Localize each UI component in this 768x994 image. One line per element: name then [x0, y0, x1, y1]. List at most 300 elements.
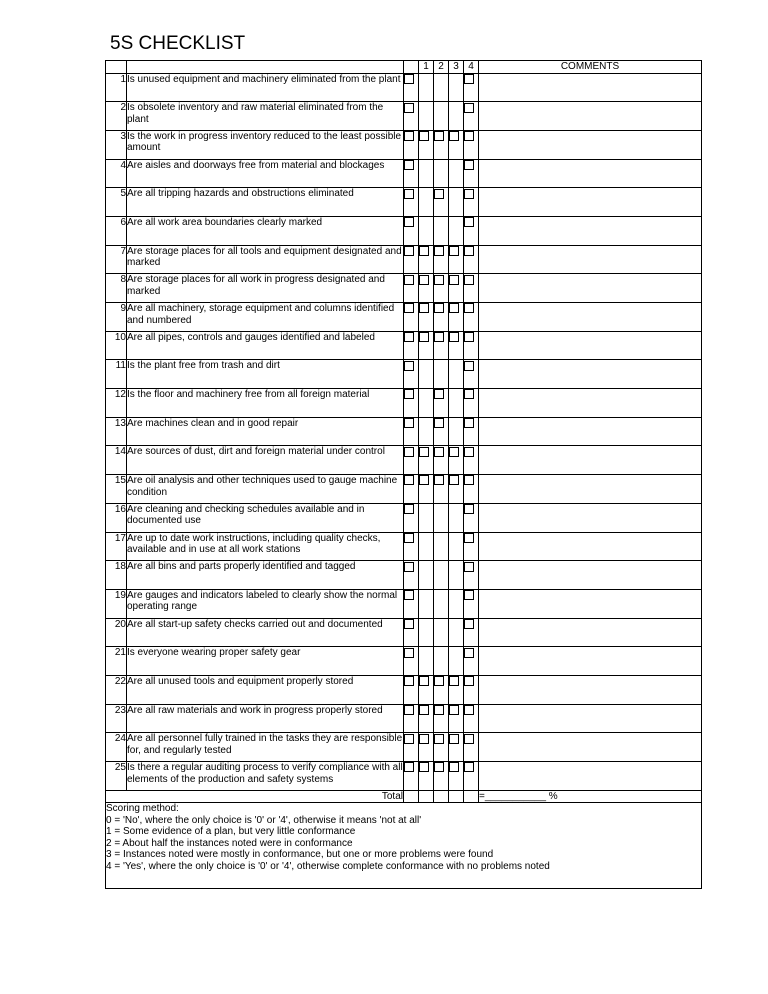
- checklist-row: [106, 446, 702, 475]
- item-number: 25: [106, 762, 127, 791]
- score-cell-0: [404, 188, 419, 217]
- checkbox-score-4[interactable]: [464, 590, 474, 600]
- header-num-cell: [106, 61, 127, 74]
- checklist-row: [106, 389, 702, 418]
- item-number: 21: [106, 647, 127, 676]
- checkbox-score-0[interactable]: [404, 246, 414, 256]
- checkbox-score-4[interactable]: [464, 160, 474, 170]
- checkbox-score-4[interactable]: [464, 619, 474, 629]
- score-cell-3: [449, 331, 464, 360]
- score-cell-3: [449, 245, 464, 274]
- score-cell-1: [419, 73, 434, 102]
- score-cell-1: [419, 733, 434, 762]
- checkbox-score-4[interactable]: [464, 275, 474, 285]
- score-cell-3: [449, 618, 464, 647]
- checkbox-score-4[interactable]: [464, 389, 474, 399]
- checkbox-score-2[interactable]: [434, 705, 444, 715]
- item-question: Are storage places for all tools and equipment designated and marked: [127, 245, 404, 274]
- checkbox-score-1[interactable]: [419, 246, 429, 256]
- comments-cell[interactable]: [479, 73, 702, 102]
- checkbox-score-2[interactable]: [434, 762, 444, 772]
- total-score-cell[interactable]: [404, 790, 419, 803]
- item-number: 18: [106, 561, 127, 590]
- score-cell-1: [419, 389, 434, 418]
- comments-cell[interactable]: [479, 675, 702, 704]
- checklist-row: [106, 188, 702, 217]
- score-cell-2: [434, 331, 449, 360]
- checkbox-score-4[interactable]: [464, 504, 474, 514]
- score-cell-2: [434, 446, 449, 475]
- score-cell-0: [404, 647, 419, 676]
- score-cell-4: [464, 303, 479, 332]
- checkbox-score-0[interactable]: [404, 160, 414, 170]
- item-question: Are all pipes, controls and gauges identified and labeled: [127, 331, 404, 360]
- score-cell-0: [404, 102, 419, 131]
- score-cell-2: [434, 73, 449, 102]
- score-cell-2: [434, 589, 449, 618]
- score-cell-0: [404, 417, 419, 446]
- checkbox-score-0[interactable]: [404, 103, 414, 113]
- score-cell-0: [404, 733, 419, 762]
- score-cell-0: [404, 475, 419, 504]
- checklist-row: [106, 159, 702, 188]
- scoring-line: 3 = Instances noted were mostly in conformance, but one or more problems were found: [106, 849, 494, 861]
- header-zero-cell: [404, 61, 419, 74]
- checkbox-score-0[interactable]: [404, 389, 414, 399]
- scoring-method: [106, 803, 702, 889]
- checkbox-score-3[interactable]: [449, 246, 459, 256]
- checkbox-score-1[interactable]: [419, 447, 429, 457]
- comments-cell[interactable]: [479, 532, 702, 561]
- score-cell-4: [464, 331, 479, 360]
- checkbox-score-3[interactable]: [449, 762, 459, 772]
- item-number: 24: [106, 733, 127, 762]
- score-cell-3: [449, 360, 464, 389]
- checkbox-score-3[interactable]: [449, 275, 459, 285]
- score-cell-4: [464, 589, 479, 618]
- scoring-line: 1 = Some evidence of a plan, but very little conformance: [106, 826, 356, 838]
- total-score-cell[interactable]: [434, 790, 449, 803]
- comments-cell[interactable]: [479, 188, 702, 217]
- score-cell-3: [449, 130, 464, 159]
- header-row: [106, 61, 702, 74]
- item-question: Are gauges and indicators labeled to clearly show the normal operating range: [127, 589, 404, 618]
- checkbox-score-0[interactable]: [404, 361, 414, 371]
- score-cell-2: [434, 733, 449, 762]
- checkbox-score-3[interactable]: [449, 131, 459, 141]
- checkbox-score-0[interactable]: [404, 619, 414, 629]
- checkbox-score-1[interactable]: [419, 303, 429, 313]
- checkbox-score-1[interactable]: [419, 705, 429, 715]
- score-cell-1: [419, 417, 434, 446]
- checkbox-score-3[interactable]: [449, 447, 459, 457]
- checkbox-score-4[interactable]: [464, 361, 474, 371]
- score-cell-4: [464, 733, 479, 762]
- item-number: 14: [106, 446, 127, 475]
- checklist-row: [106, 360, 702, 389]
- item-number: 22: [106, 675, 127, 704]
- score-cell-4: [464, 389, 479, 418]
- scoring-line: 0 = 'No', where the only choice is '0' or '4', otherwise it means 'not at all': [106, 814, 422, 826]
- checkbox-score-0[interactable]: [404, 562, 414, 572]
- score-cell-1: [419, 216, 434, 245]
- score-cell-2: [434, 159, 449, 188]
- comments-cell[interactable]: [479, 446, 702, 475]
- score-cell-4: [464, 73, 479, 102]
- score-cell-4: [464, 647, 479, 676]
- item-question: Are storage places for all work in progress designated and marked: [127, 274, 404, 303]
- score-cell-4: [464, 503, 479, 532]
- score-cell-4: [464, 130, 479, 159]
- score-cell-2: [434, 102, 449, 131]
- score-cell-4: [464, 675, 479, 704]
- comments-cell[interactable]: [479, 245, 702, 274]
- score-cell-1: [419, 159, 434, 188]
- score-cell-4: [464, 561, 479, 590]
- score-cell-0: [404, 589, 419, 618]
- page-title: 5S CHECKLIST: [110, 33, 246, 54]
- checkbox-score-2[interactable]: [434, 418, 444, 428]
- comments-cell[interactable]: [479, 589, 702, 618]
- checkbox-score-2[interactable]: [434, 389, 444, 399]
- score-cell-4: [464, 216, 479, 245]
- checkbox-score-0[interactable]: [404, 734, 414, 744]
- score-cell-3: [449, 274, 464, 303]
- checkbox-score-4[interactable]: [464, 676, 474, 686]
- score-cell-3: [449, 675, 464, 704]
- checkbox-score-3[interactable]: [449, 705, 459, 715]
- checklist-row: [106, 274, 702, 303]
- score-cell-3: [449, 446, 464, 475]
- score-cell-2: [434, 532, 449, 561]
- score-cell-4: [464, 532, 479, 561]
- score-cell-1: [419, 503, 434, 532]
- item-number: 12: [106, 389, 127, 418]
- checklist-row: [106, 675, 702, 704]
- checkbox-score-0[interactable]: [404, 74, 414, 84]
- comments-cell[interactable]: [479, 159, 702, 188]
- checklist-row: [106, 417, 702, 446]
- total-score-cell[interactable]: [449, 790, 464, 803]
- checkbox-score-0[interactable]: [404, 533, 414, 543]
- item-question: Are machines clean and in good repair: [127, 417, 404, 446]
- checkbox-score-4[interactable]: [464, 475, 474, 485]
- score-cell-3: [449, 102, 464, 131]
- header-col-2: 2: [434, 61, 449, 74]
- item-question: Are up to date work instructions, including quality checks, available and in use at all work stations: [127, 532, 404, 561]
- checkbox-score-4[interactable]: [464, 303, 474, 313]
- score-cell-1: [419, 475, 434, 504]
- item-question: Is everyone wearing proper safety gear: [127, 647, 404, 676]
- score-cell-3: [449, 647, 464, 676]
- score-cell-0: [404, 762, 419, 791]
- score-cell-2: [434, 417, 449, 446]
- checklist-row: [106, 102, 702, 131]
- checklist-row: [106, 647, 702, 676]
- comments-cell[interactable]: [479, 274, 702, 303]
- comments-cell[interactable]: [479, 561, 702, 590]
- checkbox-score-0[interactable]: [404, 762, 414, 772]
- score-cell-4: [464, 704, 479, 733]
- score-cell-2: [434, 360, 449, 389]
- checkbox-score-0[interactable]: [404, 275, 414, 285]
- checkbox-score-4[interactable]: [464, 533, 474, 543]
- checkbox-score-4[interactable]: [464, 447, 474, 457]
- score-cell-0: [404, 360, 419, 389]
- item-number: 8: [106, 274, 127, 303]
- score-cell-0: [404, 618, 419, 647]
- checkbox-score-0[interactable]: [404, 475, 414, 485]
- checklist-row: [106, 618, 702, 647]
- checkbox-score-4[interactable]: [464, 734, 474, 744]
- score-cell-1: [419, 130, 434, 159]
- checkbox-score-2[interactable]: [434, 275, 444, 285]
- item-number: 2: [106, 102, 127, 131]
- score-cell-4: [464, 475, 479, 504]
- checklist-row: [106, 589, 702, 618]
- checkbox-score-2[interactable]: [434, 475, 444, 485]
- score-cell-1: [419, 647, 434, 676]
- score-cell-2: [434, 475, 449, 504]
- score-cell-0: [404, 532, 419, 561]
- score-cell-0: [404, 274, 419, 303]
- checklist-row: [106, 216, 702, 245]
- comments-cell[interactable]: [479, 704, 702, 733]
- item-question: Is the floor and machinery free from all foreign material: [127, 389, 404, 418]
- score-cell-3: [449, 589, 464, 618]
- checkbox-score-1[interactable]: [419, 332, 429, 342]
- checklist-row: [106, 303, 702, 332]
- checkbox-score-4[interactable]: [464, 762, 474, 772]
- checkbox-score-1[interactable]: [419, 676, 429, 686]
- checklist-row: [106, 130, 702, 159]
- checkbox-score-2[interactable]: [434, 246, 444, 256]
- score-cell-2: [434, 704, 449, 733]
- checkbox-score-4[interactable]: [464, 103, 474, 113]
- checkbox-score-4[interactable]: [464, 131, 474, 141]
- comments-cell[interactable]: [479, 503, 702, 532]
- item-question: Are all start-up safety checks carried out and documented: [127, 618, 404, 647]
- checkbox-score-0[interactable]: [404, 332, 414, 342]
- checklist-row: [106, 532, 702, 561]
- item-question: Are cleaning and checking schedules available and in documented use: [127, 503, 404, 532]
- comments-cell[interactable]: [479, 102, 702, 131]
- score-cell-3: [449, 532, 464, 561]
- score-cell-1: [419, 532, 434, 561]
- checkbox-score-4[interactable]: [464, 705, 474, 715]
- score-cell-2: [434, 618, 449, 647]
- header-col-1: 1: [419, 61, 434, 74]
- checkbox-score-4[interactable]: [464, 246, 474, 256]
- item-number: 16: [106, 503, 127, 532]
- score-cell-0: [404, 245, 419, 274]
- checkbox-score-3[interactable]: [449, 676, 459, 686]
- item-number: 4: [106, 159, 127, 188]
- score-cell-3: [449, 503, 464, 532]
- score-cell-2: [434, 216, 449, 245]
- score-cell-2: [434, 188, 449, 217]
- checkbox-score-1[interactable]: [419, 475, 429, 485]
- checkbox-score-0[interactable]: [404, 676, 414, 686]
- checkbox-score-3[interactable]: [449, 332, 459, 342]
- item-question: Are all machinery, storage equipment and columns identified and numbered: [127, 303, 404, 332]
- score-cell-1: [419, 303, 434, 332]
- checklist-row: [106, 762, 702, 791]
- item-number: 15: [106, 475, 127, 504]
- checkbox-score-0[interactable]: [404, 705, 414, 715]
- scoring-title: Scoring method:: [106, 803, 179, 815]
- checkbox-score-2[interactable]: [434, 189, 444, 199]
- comments-cell[interactable]: [479, 417, 702, 446]
- score-cell-2: [434, 303, 449, 332]
- checkbox-score-4[interactable]: [464, 74, 474, 84]
- score-cell-4: [464, 159, 479, 188]
- checklist-table: [105, 60, 702, 889]
- score-cell-3: [449, 762, 464, 791]
- item-question: Are oil analysis and other techniques used to gauge machine condition: [127, 475, 404, 504]
- checkbox-score-0[interactable]: [404, 447, 414, 457]
- checkbox-score-0[interactable]: [404, 648, 414, 658]
- checkbox-score-0[interactable]: [404, 590, 414, 600]
- score-cell-3: [449, 417, 464, 446]
- scoring-line: 4 = 'Yes', where the only choice is '0' or '4', otherwise complete conformance with no problems noted: [106, 860, 550, 872]
- score-cell-3: [449, 216, 464, 245]
- score-cell-4: [464, 274, 479, 303]
- item-number: 1: [106, 73, 127, 102]
- comments-cell[interactable]: [479, 389, 702, 418]
- score-cell-4: [464, 360, 479, 389]
- item-question: Are all personnel fully trained in the tasks they are responsible for, and regularly tested: [127, 733, 404, 762]
- score-cell-4: [464, 762, 479, 791]
- checkbox-score-3[interactable]: [449, 734, 459, 744]
- checklist-row: [106, 331, 702, 360]
- header-comments: COMMENTS: [479, 61, 702, 74]
- checkbox-score-2[interactable]: [434, 676, 444, 686]
- comments-cell[interactable]: [479, 733, 702, 762]
- total-score-cell[interactable]: [464, 790, 479, 803]
- total-label: Total: [106, 790, 404, 803]
- score-cell-1: [419, 188, 434, 217]
- score-cell-3: [449, 733, 464, 762]
- score-cell-2: [434, 130, 449, 159]
- score-cell-1: [419, 675, 434, 704]
- checkbox-score-2[interactable]: [434, 734, 444, 744]
- score-cell-2: [434, 675, 449, 704]
- comments-cell[interactable]: [479, 618, 702, 647]
- comments-cell[interactable]: [479, 130, 702, 159]
- item-number: 20: [106, 618, 127, 647]
- checkbox-score-0[interactable]: [404, 418, 414, 428]
- score-cell-2: [434, 561, 449, 590]
- checkbox-score-0[interactable]: [404, 131, 414, 141]
- item-question: Are all raw materials and work in progress properly stored: [127, 704, 404, 733]
- comments-cell[interactable]: [479, 647, 702, 676]
- score-cell-0: [404, 675, 419, 704]
- checkbox-score-4[interactable]: [464, 418, 474, 428]
- item-number: 11: [106, 360, 127, 389]
- item-question: Are sources of dust, dirt and foreign material under control: [127, 446, 404, 475]
- item-number: 19: [106, 589, 127, 618]
- checkbox-score-4[interactable]: [464, 562, 474, 572]
- item-question: Are aisles and doorways free from material and blockages: [127, 159, 404, 188]
- score-cell-1: [419, 446, 434, 475]
- checkbox-score-1[interactable]: [419, 275, 429, 285]
- checkbox-score-3[interactable]: [449, 303, 459, 313]
- score-cell-2: [434, 274, 449, 303]
- score-cell-3: [449, 704, 464, 733]
- comments-cell[interactable]: [479, 762, 702, 791]
- comments-cell[interactable]: [479, 475, 702, 504]
- score-cell-2: [434, 389, 449, 418]
- checkbox-score-0[interactable]: [404, 303, 414, 313]
- score-cell-4: [464, 188, 479, 217]
- item-question: Is unused equipment and machinery eliminated from the plant: [127, 73, 404, 102]
- checkbox-score-0[interactable]: [404, 504, 414, 514]
- score-cell-1: [419, 360, 434, 389]
- item-number: 9: [106, 303, 127, 332]
- checkbox-score-0[interactable]: [404, 217, 414, 227]
- checklist-row: [106, 475, 702, 504]
- score-cell-0: [404, 130, 419, 159]
- score-cell-0: [404, 503, 419, 532]
- item-question: Is the work in progress inventory reduced to the least possible amount: [127, 130, 404, 159]
- checkbox-score-0[interactable]: [404, 189, 414, 199]
- score-cell-0: [404, 704, 419, 733]
- score-cell-0: [404, 159, 419, 188]
- score-cell-3: [449, 159, 464, 188]
- checkbox-score-4[interactable]: [464, 217, 474, 227]
- comments-cell[interactable]: [479, 360, 702, 389]
- checkbox-score-4[interactable]: [464, 648, 474, 658]
- scoring-line: 2 = About half the instances noted were in conformance: [106, 837, 353, 849]
- checkbox-score-1[interactable]: [419, 734, 429, 744]
- score-cell-1: [419, 331, 434, 360]
- score-cell-2: [434, 245, 449, 274]
- item-number: 7: [106, 245, 127, 274]
- score-cell-1: [419, 245, 434, 274]
- total-row: [106, 790, 702, 803]
- total-percent[interactable]: =___________ %: [479, 790, 702, 803]
- checkbox-score-2[interactable]: [434, 332, 444, 342]
- checkbox-score-3[interactable]: [449, 475, 459, 485]
- score-cell-4: [464, 245, 479, 274]
- checklist-row: [106, 73, 702, 102]
- score-cell-3: [449, 188, 464, 217]
- total-score-cell[interactable]: [419, 790, 434, 803]
- item-number: 3: [106, 130, 127, 159]
- score-cell-0: [404, 303, 419, 332]
- comments-cell[interactable]: [479, 331, 702, 360]
- checkbox-score-2[interactable]: [434, 131, 444, 141]
- score-cell-3: [449, 73, 464, 102]
- score-cell-0: [404, 73, 419, 102]
- score-cell-3: [449, 389, 464, 418]
- scoring-row: [106, 803, 702, 889]
- comments-cell[interactable]: [479, 303, 702, 332]
- checkbox-score-4[interactable]: [464, 189, 474, 199]
- checklist-row: [106, 704, 702, 733]
- checkbox-score-2[interactable]: [434, 303, 444, 313]
- score-cell-3: [449, 303, 464, 332]
- item-question: Is the plant free from trash and dirt: [127, 360, 404, 389]
- checkbox-score-1[interactable]: [419, 762, 429, 772]
- checkbox-score-1[interactable]: [419, 131, 429, 141]
- checkbox-score-2[interactable]: [434, 447, 444, 457]
- checkbox-score-4[interactable]: [464, 332, 474, 342]
- score-cell-2: [434, 762, 449, 791]
- comments-cell[interactable]: [479, 216, 702, 245]
- checklist-row: [106, 561, 702, 590]
